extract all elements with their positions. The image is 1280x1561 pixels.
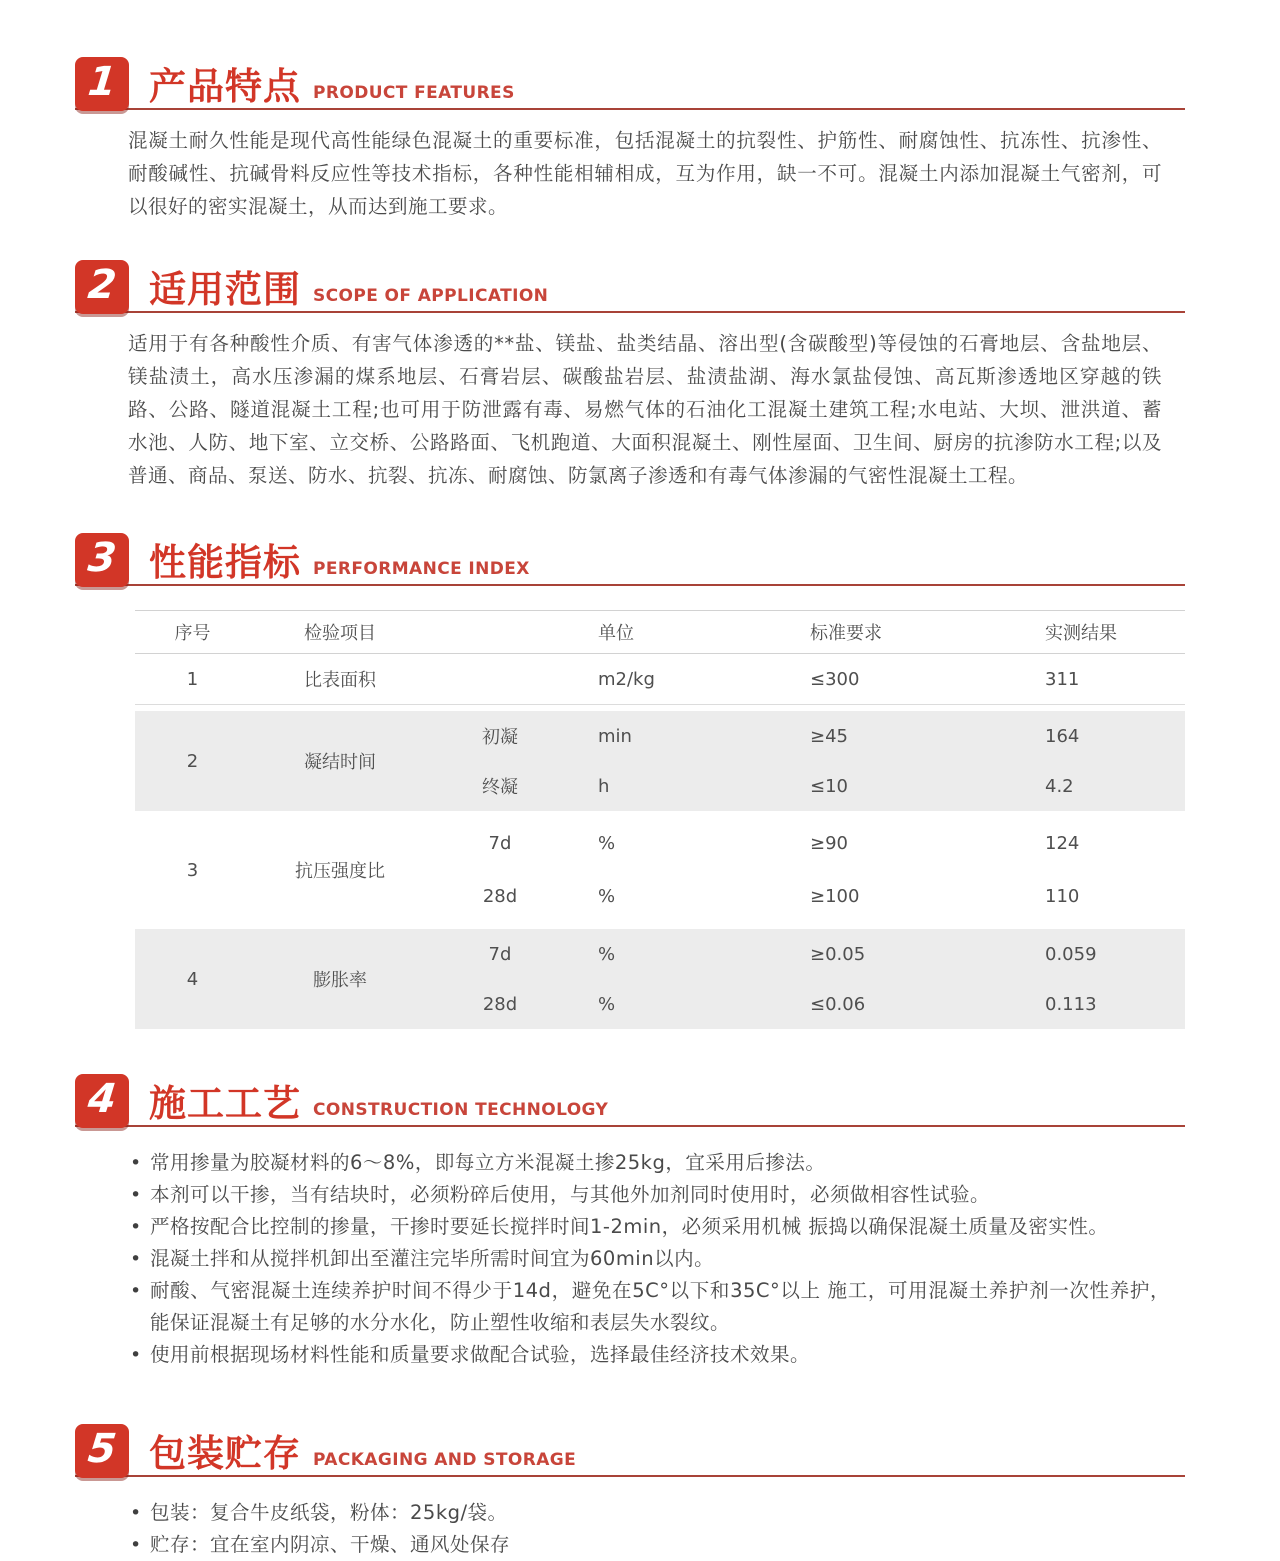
section-3-title: 性能指标: [149, 541, 301, 584]
section-4-header: [75, 1069, 1185, 1127]
table-row: [135, 817, 1185, 923]
row-result: 164: [1045, 725, 1080, 747]
row-item: 凝结时间: [304, 752, 376, 773]
section-1-paragraph: 混凝土耐久性能是现代高性能绿色混凝土的重要标准，包括混凝土的抗裂性、护筋性、耐腐蚀性、抗冻性、抗渗性、耐酸碱性、抗碱骨料反应性等技术指标，各种性能相辅相成，互为作用，缺一不可。混凝土内添加混凝土气密剂，可以很好的密实混凝土，从而达到施工要求。: [128, 129, 1162, 218]
section-2-title: 适用范围: [149, 268, 301, 311]
col-header-no: 序号: [174, 623, 211, 644]
row-sub: 终凝: [482, 777, 518, 798]
section-2-subtitle: SCOPE OF APPLICATION: [313, 286, 549, 306]
section-4-number-badge: [75, 1074, 129, 1128]
section-number: 1: [85, 59, 119, 105]
row-req: ≤300: [810, 668, 860, 690]
row-req: ≥100: [810, 886, 860, 907]
section-4-title: 施工工艺: [149, 1082, 301, 1125]
section-3-number-badge: [75, 533, 129, 587]
row-req: ≤0.06: [810, 993, 866, 1015]
row-unit: m2/kg: [598, 668, 655, 690]
section-3-subtitle: PERFORMANCE INDEX: [313, 559, 530, 579]
col-header-unit: 单位: [598, 623, 634, 644]
col-header-res: 实测结果: [1045, 623, 1117, 644]
row-result: 124: [1045, 833, 1080, 854]
row-sub: 7d: [488, 943, 512, 965]
section-4-subtitle: CONSTRUCTION TECHNOLOGY: [313, 1100, 609, 1120]
packaging-bullet-list: [128, 1497, 1170, 1561]
construction-bullet-list: [128, 1147, 1170, 1371]
section-1-title: 产品特点: [149, 65, 301, 108]
row-req: ≥0.05: [810, 943, 866, 965]
table-row: [135, 711, 1185, 811]
section-number: 5: [85, 1426, 119, 1472]
section-5-header: [75, 1419, 1185, 1477]
section-number: 2: [85, 262, 119, 308]
row-unit: %: [598, 833, 616, 854]
row-item: 比表面积: [304, 670, 376, 691]
row-no: 1: [186, 668, 199, 690]
section-5-title: 包装贮存: [149, 1432, 301, 1475]
row-unit: %: [598, 886, 616, 907]
section-5-subtitle: PACKAGING AND STORAGE: [313, 1450, 577, 1470]
col-header-req: 标准要求: [810, 623, 882, 644]
section-2-number-badge: [75, 260, 129, 314]
row-unit: h: [598, 775, 610, 797]
list-item: • 本剂可以干掺，当有结块时，必须粉碎后使用，与其他外加剂同时使用时，必须做相容性试验。: [128, 1179, 1170, 1211]
row-item: 抗压强度比: [295, 861, 385, 882]
section-1-number-badge: [75, 57, 129, 111]
row-sub: 初凝: [482, 727, 518, 748]
row-result: 311: [1045, 668, 1080, 690]
row-req: ≥90: [810, 833, 848, 854]
list-item: • 使用前根据现场材料性能和质量要求做配合试验，选择最佳经济技术效果。: [128, 1339, 1170, 1371]
row-item: 膨胀率: [313, 970, 367, 991]
table-header-row: [135, 610, 1185, 654]
row-sub: 7d: [488, 833, 512, 854]
row-result: 0.059: [1045, 943, 1097, 965]
list-item: • 贮存：宜在室内阴凉、干燥、通风处保存: [128, 1529, 1170, 1561]
row-unit: min: [598, 725, 632, 747]
row-result: 110: [1045, 886, 1080, 907]
table-row: [135, 654, 1185, 705]
list-item: • 包装：复合牛皮纸袋，粉体：25kg/袋。: [128, 1497, 1170, 1529]
section-3-header: [75, 528, 1185, 586]
section-1-header: [75, 52, 1185, 110]
row-unit: %: [598, 943, 616, 965]
row-result: 0.113: [1045, 993, 1097, 1015]
row-unit: %: [598, 993, 616, 1015]
performance-index-table: [135, 610, 1185, 1029]
section-1-subtitle: PRODUCT FEATURES: [313, 83, 515, 103]
row-result: 4.2: [1045, 775, 1074, 797]
list-item: • 严格按配合比控制的掺量，干掺时要延长搅拌时间1-2min，必须采用机械 振捣以确保混凝土质量及密实性。: [128, 1211, 1170, 1243]
row-sub: 28d: [482, 886, 518, 907]
list-item: • 常用掺量为胶凝材料的6～8%，即每立方米混凝土掺25kg，宜采用后掺法。: [128, 1147, 1170, 1179]
table-row: [135, 929, 1185, 1029]
row-no: 3: [186, 859, 199, 881]
row-sub: 28d: [482, 993, 518, 1015]
section-5-number-badge: [75, 1424, 129, 1478]
row-no: 4: [186, 968, 199, 990]
row-req: ≤10: [810, 775, 848, 797]
list-item: • 混凝土拌和从搅拌机卸出至灌注完毕所需时间宜为60min以内。: [128, 1243, 1170, 1275]
section-number: 4: [85, 1076, 119, 1122]
section-2-paragraph: 适用于有各种酸性介质、有害气体渗透的**盐、镁盐、盐类结晶、溶出型(含碳酸型)等侵蚀的石膏地层、含盐地层、镁盐渍土，高水压渗漏的煤系地层、石膏岩层、碳酸盐岩层、盐渍盐湖、海水氯盐侵蚀、高瓦斯渗透地区穿越的铁路、公路、隧道混凝土工程;也可用于防泄露有毒、易燃气体的石油化工混凝土建筑工程;水电站、大坝、泄洪道、蓄水池、人防、地下室、立交桥、公路路面、飞机跑道、大面积混凝土、刚性屋面、卫生间、厨房的抗渗防水工程;以及普通、商品、泵送、防水、抗裂、抗冻、耐腐蚀、防氯离子渗透和有毒气体渗漏的气密性混凝土工程。: [128, 332, 1162, 487]
section-2-header: [75, 255, 1185, 313]
row-req: ≥45: [810, 725, 848, 747]
list-item: • 耐酸、气密混凝土连续养护时间不得少于14d，避免在5C°以下和35C°以上 施工，可用混凝土养护剂一次性养护，能保证混凝土有足够的水分水化，防止塑性收缩和表层失水裂纹。: [128, 1275, 1170, 1339]
col-header-item: 检验项目: [304, 623, 376, 644]
row-no: 2: [186, 750, 199, 772]
section-number: 3: [85, 535, 119, 581]
